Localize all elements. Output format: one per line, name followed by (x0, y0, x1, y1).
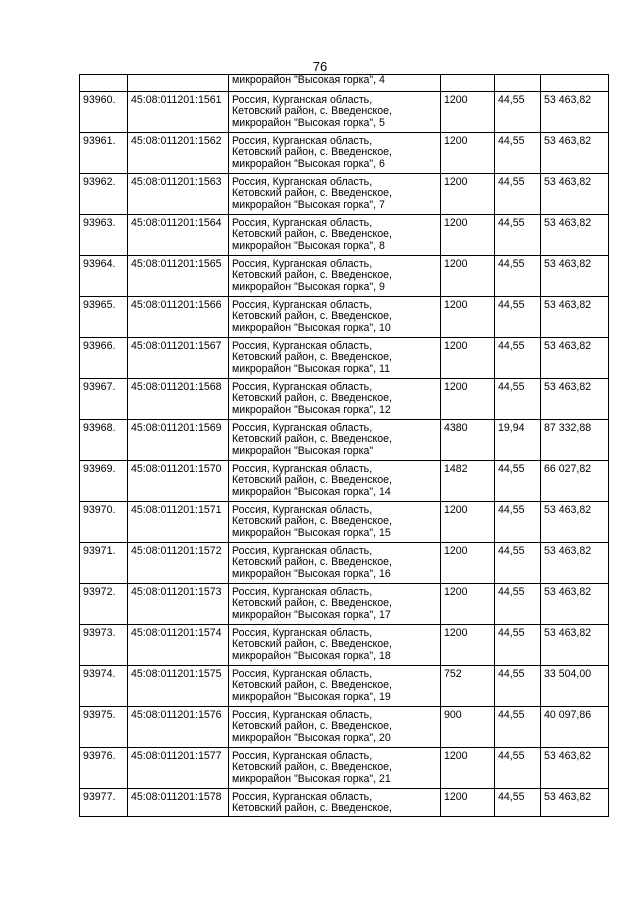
address-line: Россия, Курганская область, (232, 504, 373, 516)
address-cell (229, 707, 441, 748)
cadastral-number: 45:08:011201:1563 (128, 174, 229, 215)
row-number: 93977. (80, 789, 128, 817)
row-number: 93971. (80, 543, 128, 584)
address-line: Россия, Курганская область, (232, 422, 373, 434)
table-row (80, 215, 609, 256)
value-cell: 53 463,82 (541, 92, 609, 133)
value-cell: 53 463,82 (541, 133, 609, 174)
value-cell: 53 463,82 (541, 584, 609, 625)
value-cell: 33 504,00 (541, 666, 609, 707)
address-line: Кетовский район, с. Введенское, (232, 474, 393, 487)
address-line: Кетовский район, с. Введенское, (232, 720, 393, 733)
value-cell: 53 463,82 (541, 379, 609, 420)
address-cell (229, 174, 441, 215)
address-line: микрорайон "Высокая горка" (232, 444, 374, 457)
address-line: микрорайон "Высокая горка", 16 (232, 567, 391, 580)
cadastral-number: 45:08:011201:1565 (128, 256, 229, 297)
area-cell: 4380 (441, 420, 495, 461)
rate-cell: 44,55 (495, 502, 541, 543)
address-line: Кетовский район, с. Введенское, (232, 228, 393, 241)
row-number: 93972. (80, 584, 128, 625)
row-number: 93975. (80, 707, 128, 748)
address-cell (229, 461, 441, 502)
address-cell (229, 789, 441, 817)
cadastral-number: 45:08:011201:1569 (128, 420, 229, 461)
address-cell (229, 502, 441, 543)
table-row (80, 707, 609, 748)
table-row (80, 584, 609, 625)
value-cell: 53 463,82 (541, 338, 609, 379)
address-line: Кетовский район, с. Введенское, (232, 556, 393, 569)
area-cell: 1200 (441, 297, 495, 338)
address-cell (229, 133, 441, 174)
address-line: Россия, Курганская область, (232, 709, 373, 721)
table-row (80, 461, 609, 502)
address-line: Кетовский район, с. Введенское, (232, 351, 393, 364)
value-cell: 53 463,82 (541, 502, 609, 543)
cadastral-number: 45:08:011201:1575 (128, 666, 229, 707)
cadastral-number (128, 75, 229, 92)
cadastral-number: 45:08:011201:1572 (128, 543, 229, 584)
address-line: Россия, Курганская область, (232, 299, 373, 311)
address-line: Россия, Курганская область, (232, 135, 373, 147)
row-number: 93960. (80, 92, 128, 133)
value-cell: 53 463,82 (541, 297, 609, 338)
area-cell: 1200 (441, 625, 495, 666)
row-number: 93968. (80, 420, 128, 461)
area-cell: 1200 (441, 133, 495, 174)
table-row (80, 666, 609, 707)
address-line: Кетовский район, с. Введенское, (232, 146, 393, 159)
address-line: Кетовский район, с. Введенское, (232, 310, 393, 323)
cadastral-number: 45:08:011201:1574 (128, 625, 229, 666)
address-cell (229, 625, 441, 666)
area-cell (441, 75, 495, 92)
address-line: Кетовский район, с. Введенское, (232, 802, 393, 815)
cadastral-number: 45:08:011201:1577 (128, 748, 229, 789)
area-cell: 1200 (441, 174, 495, 215)
table-row (80, 543, 609, 584)
table-row (80, 92, 609, 133)
address-line: микрорайон "Высокая горка", 21 (232, 772, 391, 785)
address-line: микрорайон "Высокая горка", 9 (232, 280, 385, 293)
row-number: 93973. (80, 625, 128, 666)
address-line: Кетовский район, с. Введенское, (232, 187, 393, 200)
area-cell: 900 (441, 707, 495, 748)
address-cell (229, 379, 441, 420)
address-line: микрорайон "Высокая горка", 15 (232, 526, 391, 539)
row-number: 93966. (80, 338, 128, 379)
area-cell: 1200 (441, 584, 495, 625)
address-cell (229, 256, 441, 297)
cadastral-number: 45:08:011201:1568 (128, 379, 229, 420)
address-cell (229, 297, 441, 338)
row-number: 93976. (80, 748, 128, 789)
address-cell (229, 748, 441, 789)
address-line: микрорайон "Высокая горка", 20 (232, 731, 391, 744)
row-number: 93974. (80, 666, 128, 707)
area-cell: 1200 (441, 92, 495, 133)
address-line: Кетовский район, с. Введенское, (232, 638, 393, 651)
address-line: Кетовский район, с. Введенское, (232, 761, 393, 774)
cadastral-number: 45:08:011201:1561 (128, 92, 229, 133)
rate-cell: 44,55 (495, 379, 541, 420)
address-line: Россия, Курганская область, (232, 586, 373, 598)
row-number (80, 75, 128, 92)
address-line: микрорайон "Высокая горка", 17 (232, 608, 391, 621)
address-line: Россия, Курганская область, (232, 381, 373, 393)
address-line: Россия, Курганская область, (232, 176, 373, 188)
address-line: Кетовский район, с. Введенское, (232, 515, 393, 528)
rate-cell: 19,94 (495, 420, 541, 461)
value-cell: 66 027,82 (541, 461, 609, 502)
row-number: 93962. (80, 174, 128, 215)
address-line: микрорайон "Высокая горка", 7 (232, 198, 385, 211)
address-cell (229, 584, 441, 625)
page-number: 76 (312, 59, 328, 74)
rate-cell: 44,55 (495, 748, 541, 789)
table-row (80, 625, 609, 666)
address-line: Кетовский район, с. Введенское, (232, 433, 393, 446)
value-cell: 87 332,88 (541, 420, 609, 461)
area-cell: 1200 (441, 379, 495, 420)
area-cell: 1200 (441, 789, 495, 817)
rate-cell: 44,55 (495, 338, 541, 379)
address-line: микрорайон "Высокая горка", 12 (232, 403, 391, 416)
address-line: микрорайон "Высокая горка", 19 (232, 690, 391, 703)
address-cell (229, 75, 441, 92)
address-cell (229, 215, 441, 256)
address-line: Кетовский район, с. Введенское, (232, 105, 393, 118)
address-line: Кетовский район, с. Введенское, (232, 269, 393, 282)
address-cell (229, 92, 441, 133)
value-cell: 53 463,82 (541, 215, 609, 256)
value-cell: 53 463,82 (541, 256, 609, 297)
address-line: Кетовский район, с. Введенское, (232, 597, 393, 610)
table-row (80, 420, 609, 461)
address-line: Кетовский район, с. Введенское, (232, 679, 393, 692)
area-cell: 752 (441, 666, 495, 707)
cadastral-number: 45:08:011201:1566 (128, 297, 229, 338)
address-line: микрорайон "Высокая горка", 4 (232, 74, 385, 86)
area-cell: 1200 (441, 502, 495, 543)
table-body (80, 75, 609, 817)
cadastral-number: 45:08:011201:1567 (128, 338, 229, 379)
cadastral-number: 45:08:011201:1570 (128, 461, 229, 502)
rate-cell: 44,55 (495, 215, 541, 256)
table-row (80, 789, 609, 817)
address-line: Россия, Курганская область, (232, 750, 373, 762)
rate-cell: 44,55 (495, 584, 541, 625)
table-row (80, 502, 609, 543)
rate-cell: 44,55 (495, 461, 541, 502)
value-cell: 40 097,86 (541, 707, 609, 748)
value-cell: 53 463,82 (541, 543, 609, 584)
table-row (80, 379, 609, 420)
address-cell (229, 420, 441, 461)
row-number: 93963. (80, 215, 128, 256)
area-cell: 1200 (441, 748, 495, 789)
table-row (80, 133, 609, 174)
address-line: микрорайон "Высокая горка", 10 (232, 321, 391, 334)
address-line: Россия, Курганская область, (232, 258, 373, 270)
row-number: 93964. (80, 256, 128, 297)
address-line: микрорайон "Высокая горка", 8 (232, 239, 385, 252)
row-number: 93961. (80, 133, 128, 174)
value-cell: 53 463,82 (541, 748, 609, 789)
area-cell: 1200 (441, 338, 495, 379)
address-line: микрорайон "Высокая горка", 18 (232, 649, 391, 662)
rate-cell: 44,55 (495, 666, 541, 707)
table-row (80, 256, 609, 297)
address-line: Россия, Курганская область, (232, 627, 373, 639)
land-registry-table (79, 74, 609, 817)
rate-cell: 44,55 (495, 625, 541, 666)
table-row (80, 297, 609, 338)
address-cell (229, 338, 441, 379)
rate-cell (495, 75, 541, 92)
rate-cell: 44,55 (495, 133, 541, 174)
row-number: 93969. (80, 461, 128, 502)
address-line: Россия, Курганская область, (232, 217, 373, 229)
area-cell: 1200 (441, 215, 495, 256)
row-number: 93967. (80, 379, 128, 420)
rate-cell: 44,55 (495, 707, 541, 748)
address-line: микрорайон "Высокая горка", 5 (232, 116, 385, 129)
table-row (80, 338, 609, 379)
value-cell (541, 75, 609, 92)
area-cell: 1200 (441, 256, 495, 297)
rate-cell: 44,55 (495, 92, 541, 133)
cadastral-number: 45:08:011201:1562 (128, 133, 229, 174)
table-row (80, 748, 609, 789)
rate-cell: 44,55 (495, 174, 541, 215)
value-cell: 53 463,82 (541, 625, 609, 666)
address-cell (229, 666, 441, 707)
continuation-row (80, 75, 609, 92)
rate-cell: 44,55 (495, 543, 541, 584)
address-line: микрорайон "Высокая горка", 11 (232, 362, 391, 375)
cadastral-number: 45:08:011201:1578 (128, 789, 229, 817)
area-cell: 1482 (441, 461, 495, 502)
value-cell: 53 463,82 (541, 174, 609, 215)
cadastral-number: 45:08:011201:1571 (128, 502, 229, 543)
row-number: 93965. (80, 297, 128, 338)
area-cell: 1200 (441, 543, 495, 584)
address-line: Россия, Курганская область, (232, 791, 373, 803)
address-line: Россия, Курганская область, (232, 94, 373, 106)
table-row (80, 174, 609, 215)
rate-cell: 44,55 (495, 297, 541, 338)
value-cell: 53 463,82 (541, 789, 609, 817)
row-number: 93970. (80, 502, 128, 543)
address-cell (229, 543, 441, 584)
cadastral-number: 45:08:011201:1564 (128, 215, 229, 256)
rate-cell: 44,55 (495, 256, 541, 297)
rate-cell: 44,55 (495, 789, 541, 817)
cadastral-number: 45:08:011201:1573 (128, 584, 229, 625)
address-line: Россия, Курганская область, (232, 340, 373, 352)
address-line: микрорайон "Высокая горка", 14 (232, 485, 391, 498)
address-line: микрорайон "Высокая горка", 6 (232, 157, 385, 170)
address-line: Россия, Курганская область, (232, 463, 373, 475)
cadastral-number: 45:08:011201:1576 (128, 707, 229, 748)
address-line: Россия, Курганская область, (232, 545, 373, 557)
address-line: Кетовский район, с. Введенское, (232, 392, 393, 405)
address-line: Россия, Курганская область, (232, 668, 373, 680)
